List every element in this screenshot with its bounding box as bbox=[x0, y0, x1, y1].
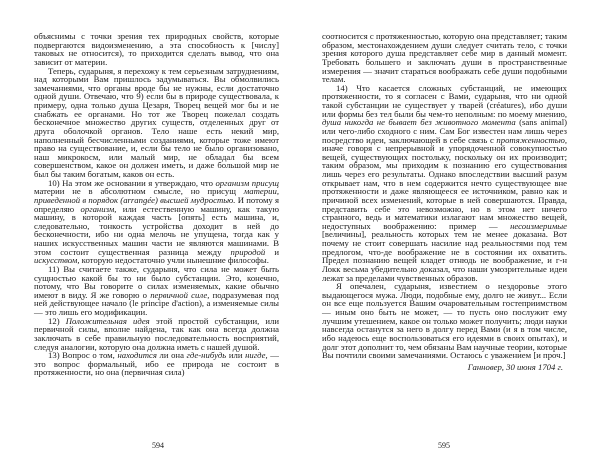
text-run: соотносится с протяженностью, которую она представляет; таким образом, местонахождением души следует считать тело, с точки зрения которого душа представляет себе мир в данный момент. Требовать большего и заключать души в пространственные измерения — значит стараться воображать себе души подобными телам. bbox=[322, 31, 567, 85]
paragraph bbox=[322, 32, 567, 84]
text-run: 14) Что касается сложных субстанций, не имеющих протяженности, то я согласен с Вами, сударыня, что ни одной такой субстанции не существует у тварей (créatures), ибо души или формы без тел были бы чем-то неполным: по моему мнению, bbox=[322, 82, 567, 119]
italic-text: протяженностью, bbox=[496, 134, 567, 145]
text-run: 12) bbox=[48, 315, 66, 326]
paragraph bbox=[34, 351, 279, 377]
right-page-text bbox=[322, 32, 567, 371]
paragraph bbox=[34, 317, 279, 352]
text-run: подразумевая под ней действующее начало (le principe d'action), а изменяемые силы — это лишь его модификации. bbox=[34, 289, 279, 317]
text-run: или bbox=[226, 350, 246, 361]
page-number-right: 595 bbox=[438, 441, 450, 450]
paragraph bbox=[34, 179, 279, 265]
left-page-text bbox=[34, 32, 279, 377]
italic-text: организм присущ bbox=[215, 177, 279, 188]
text-run: 11) Вы считаете также, сударыня, что сила не может быть сущностью какой бы то ни было субстанции. Это, конечно, потому, что Вы говорите о силах изменяемых, какие обычно имеют в виду. Я же говорю о bbox=[34, 263, 279, 300]
italic-text: первичной силе, bbox=[150, 289, 210, 300]
text-run: Я опечален, сударыня, известием о нездоровье этого выдающегося мужа. Люди, подобные ему, долго не живут... Если он все еще пользуется Вашим очаровательным гостеприимством — иным оно быть не может, — то пусть оно послужит ему лучшим утешением, какое он только может получить; люди науки навсегда останутся за него в долгу перед Вами (и я в том числе, ибо надеюсь еще воспользоваться его идеями в своих опытах), и долг этот дополнит то, чем обязаны Вам научные теории, которые Вы почтили своими замечаниями. Остаюсь с уважением [и проч.] bbox=[322, 281, 567, 361]
text-run: — это вопрос формальный, ибо ее природа не состоит в протяженности, но она (первичная сила) bbox=[34, 350, 279, 378]
italic-text: организм, bbox=[80, 203, 117, 214]
text-run: материи не в абсолютном смысле, но присущ bbox=[34, 186, 244, 197]
text-run: 10) На этом же основании я утверждаю, что bbox=[48, 177, 216, 188]
text-run: Теперь, сударыня, я перехожу к тем серьезным затруднениям, над которыми Вам пришлось задумываться. Вы обмолвились замечаниями, что органы вроде бы не нужны, если достаточно одной души. Отвечаю, что 9) если бы в природе существовала, к примеру, одна только душа Цезаря, Творец вещей мог бы и не снабжать ее органами. Но тот же Творец пожелал создать бесконечное множество других существ, отделенных друг от друга оболочкой органов. Тело наше есть некий мир, наполненный бесчисленными созданиями, которые тоже имеют право на существование, и, если бы тело не было организовано, наш микрокосм, или малый мир, не обладал бы всем совершенством, какое он должен иметь, и даже большой мир не был бы таким богатым, каков он есть. bbox=[34, 65, 279, 179]
italic-text: нигде, bbox=[245, 350, 268, 361]
text-run: которую недостаточно учли нынешние философы. bbox=[79, 255, 269, 266]
text-run: или естественную машину, как такую машину, в которой каждая часть [опять] есть машина, и, следовательно, тонкость устройства доходит в ней до бесконечности, ибо ни одна мелочь не упущена, тогда как у наших искусственных машин части не являются машинами. В этом состоит существенная разница между bbox=[34, 203, 279, 257]
text-run: этой простой субстанции, или первичной силы, вполне найдена, так как она всегда должна заключать в себе правильную последовательность восприятий, следуя аналогии, которую она должна иметь с нашей душой. bbox=[34, 315, 279, 352]
paragraph bbox=[34, 67, 279, 179]
text-run: объяснимы с точки зрения тех природных свойств, которые подвергаются видоизменению, а эта способность к [числу] таковых не относится), то приходится сделать вывод, что она зависит от материи. bbox=[34, 31, 279, 67]
italic-text: где-нибудь bbox=[186, 350, 227, 361]
italic-text: находится bbox=[117, 350, 157, 361]
text-run: иначе говоря с непрерывной и упорядоченной совокупностью вещей, существующих постольку, поскольку он их производит; таким образом, мы приходим к познанию его существования лишь через его результаты. Однако впоследствии высший разум открывает нам, что в нем содержится нечто существующее вне протяженности и даже являющееся ее источником, равно как и причиной всех изменений, которые в ней совершаются. Правда, представить себе это невозможно, но в этом нет ничего странного, ведь и математики излагают нам множество вещей, недоступных воображению: пример — bbox=[322, 143, 567, 231]
italic-text: природой bbox=[230, 246, 266, 257]
italic-text: искусством, bbox=[34, 255, 80, 266]
signature-place-date: Ганновер, 30 июня 1704 г. bbox=[467, 361, 563, 372]
text-run: и bbox=[265, 246, 279, 257]
italic-text: несоизмеримые bbox=[510, 220, 567, 231]
italic-text: материи, приведенной в порядок (arrangée) высшей мудростью. bbox=[34, 186, 279, 205]
text-run: ли она bbox=[156, 350, 187, 361]
text-run: И потому я определяю bbox=[34, 194, 279, 214]
paragraph bbox=[322, 84, 567, 282]
text-run: (sans animal) или чего-либо сходного с ним. Сам Бог известен нам лишь через посредство идеи, заключающей в себе связь с bbox=[322, 117, 568, 145]
paragraph bbox=[34, 265, 279, 317]
italic-text: Положительная идея bbox=[65, 315, 150, 326]
text-run: 13) Вопрос о том, bbox=[48, 350, 118, 361]
italic-text: душа никогда не бывает без животного момента bbox=[322, 117, 516, 128]
text-run: [величины], реальность которых тем не менее доказана. Вот почему не стоит совершать насилие над реальностями под тем предлогом, что-де воображение не в состоянии их охватить. Предел познанию вещей кладет отнюдь не воображение, и г-н Локк весьма убедительно доказал, что наши умозрительные идеи лежат за пределами чувственных образов. bbox=[322, 229, 567, 283]
paragraph bbox=[322, 282, 567, 360]
paragraph bbox=[34, 32, 279, 67]
page-number-left: 594 bbox=[152, 441, 164, 450]
